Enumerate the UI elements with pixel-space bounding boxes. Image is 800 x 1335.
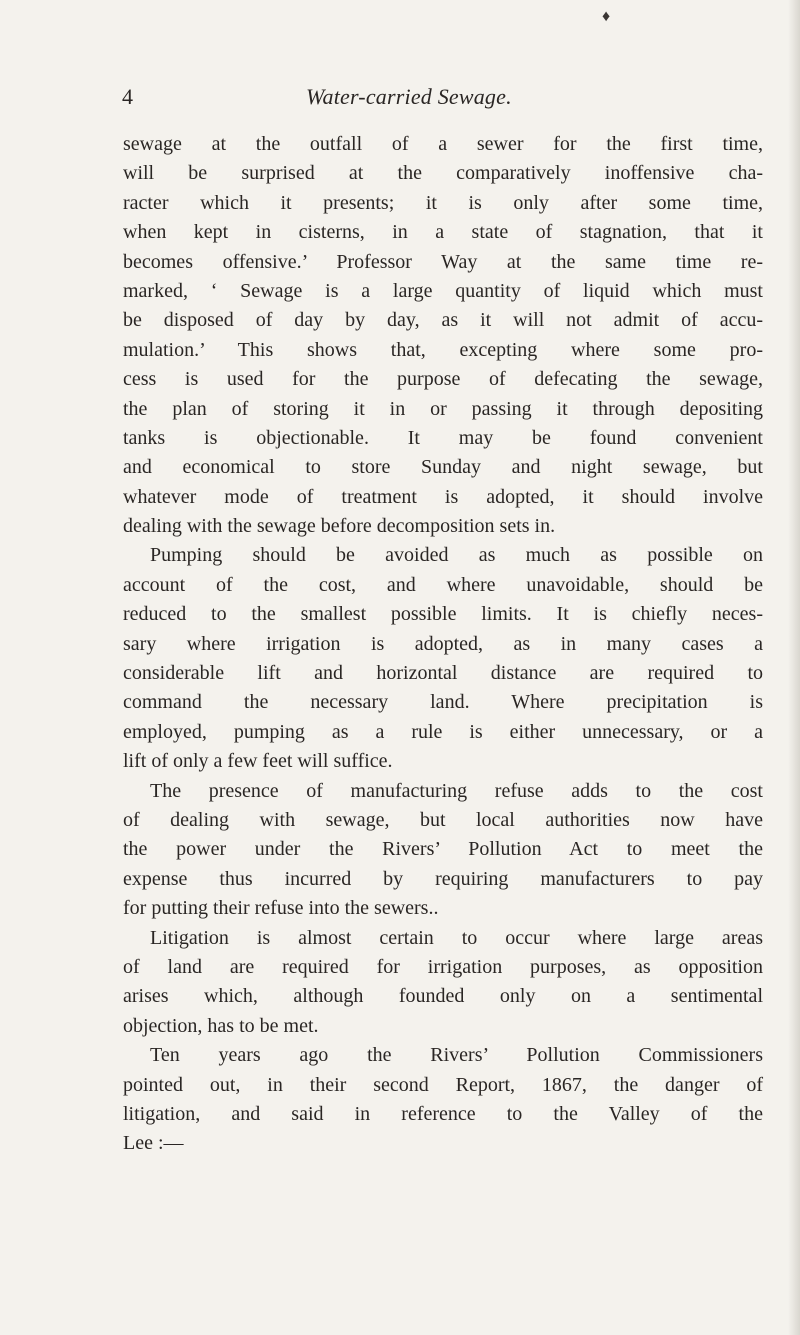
text-line: Lee :— [123,1132,184,1155]
text-line: dealing with the sewage before decomposition sets in. [123,515,556,538]
text-line: The presence of manufacturing refuse adds to the cost [150,779,763,802]
text-line: be disposed of day by day, as it will not admit of accu- [123,309,763,332]
text-line: the power under the Rivers’ Pollution Act to meet the [123,838,763,861]
running-header [0,84,800,118]
text-line: whatever mode of treatment is adopted, it should involve [123,485,763,508]
text-line: for putting their refuse into the sewers.. [123,897,439,920]
text-line: lift of only a few feet will suffice. [123,750,393,773]
text-line: considerable lift and horizontal distance are required to [123,662,763,685]
text-line: tanks is objectionable. It may be found convenient [123,426,763,449]
text-line: and economical to store Sunday and night sewage, but [123,456,763,479]
text-line: Pumping should be avoided as much as possible on [150,544,763,567]
text-line: sewage at the outfall of a sewer for the first time, [123,133,763,155]
text-line: Litigation is almost certain to occur where large areas [150,926,763,949]
running-title: Water-carried Sewage. [306,84,512,109]
text-line: of dealing with sewage, but local authorities now have [123,808,763,831]
text-line: expense thus incurred by requiring manufacturers to pay [123,867,763,890]
text-line: arises which, although founded only on a sentimental [123,985,763,1008]
text-line: the plan of storing it in or passing it through depositing [123,397,763,420]
text-line: pointed out, in their second Report, 1867, the danger of [123,1073,763,1096]
text-line: reduced to the smallest possible limits. It is chiefly neces- [123,603,763,626]
text-line: employed, pumping as a rule is either unnecessary, or a [123,720,763,743]
body-text [123,130,763,1159]
printer-mark: ♦ [602,8,611,25]
page-number: 4 [122,84,133,109]
text-line: sary where irrigation is adopted, as in many cases a [123,632,763,655]
text-line: becomes offensive.’ Professor Way at the same time re- [123,250,763,273]
text-line: will be surprised at the comparatively inoffensive cha- [123,162,763,185]
text-line: command the necessary land. Where precipitation is [123,691,763,714]
text-line: marked, ‘ Sewage is a large quantity of liquid which must [123,279,763,302]
text-line: when kept in cisterns, in a state of stagnation, that it [123,221,763,244]
text-line: objection, has to be met. [123,1014,319,1037]
text-line: mulation.’ This shows that, excepting where some pro- [123,338,763,361]
text-line: racter which it presents; it is only after some time, [123,191,763,214]
text-line: cess is used for the purpose of defecating the sewage, [123,368,763,391]
text-line: litigation, and said in reference to the Valley of the [123,1102,763,1125]
text-line: of land are required for irrigation purposes, as opposition [123,955,763,978]
text-line: Ten years ago the Rivers’ Pollution Commissioners [150,1044,763,1067]
page-edge-shadow [788,0,800,1335]
text-line: account of the cost, and where unavoidable, should be [123,573,763,596]
